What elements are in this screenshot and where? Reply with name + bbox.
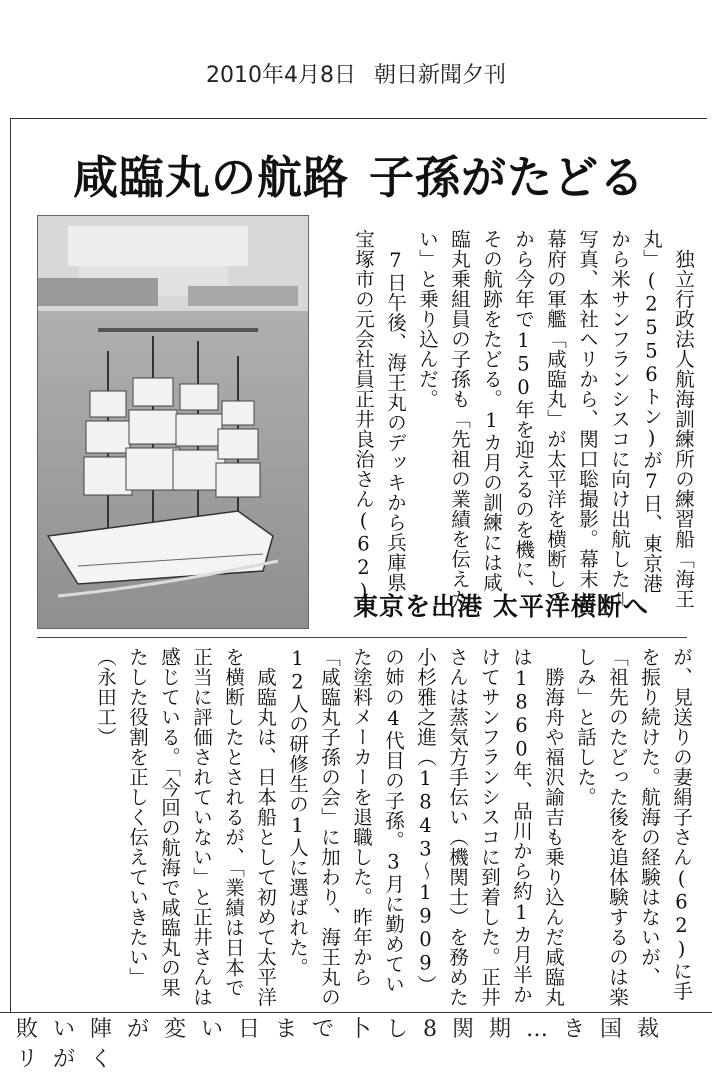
- subheadline: 東京を出港 太平洋横断へ: [353, 592, 649, 621]
- bottom-border: [0, 1012, 712, 1013]
- body-paragraph: 勝海舟や福沢諭吉も乗り込んだ咸臨丸は1860年、品川から約1カ月半かけてサンフランシスコに到着した。正井さんは蒸気方手伝い（機関士）を務めた小杉雅之進（1843〜1909）の姉の4代目の子孫。3月に勤めていた塗料メーカーを退職した。昨年から「咸臨丸子孫の会」に加わり、海王丸の12人の研修生の1人に選ばれた。: [286, 647, 565, 1007]
- headline-part2: 子孫がたどる: [369, 151, 646, 204]
- section-divider: [37, 637, 687, 638]
- next-article-stub: 敗い陣が変い日まで卜し8関期…き国裁リがく: [16, 1017, 674, 1072]
- article-lead-column: [303, 229, 699, 609]
- publication-date: 2010年4月8日: [206, 63, 356, 88]
- newspaper-clipping: [10, 118, 707, 1012]
- newspaper-name: 朝日新聞夕刊: [373, 63, 506, 88]
- sailing-ship-photo: [37, 215, 309, 629]
- lead-paragraph: 7日午後、海王丸のデッキから兵庫県宝塚市の元会社員正井良治さん(62): [352, 229, 407, 603]
- body-paragraph: が、見送りの妻絹子さん(62)に手を振り続けた。航海の経験はないが、「祖先のたどった後を追体験するのは楽しみ」と話した。: [574, 647, 693, 1007]
- headline-part1: 咸臨丸の航路: [72, 151, 349, 204]
- body-paragraph: 咸臨丸は、日本船として初めて太平洋を横断したとされるが、「業績は日本で正当に評価されていない」と正井さんは感じている。「今回の航海で咸臨丸の果たした役割を正しく伝えていきたい」: [126, 647, 277, 1007]
- ship-photo-image: [38, 216, 308, 628]
- lead-paragraph: 独立行政法人航海訓練所の練習船「海王丸」(2556トン)が7日、東京港から米サンフランシスコに向け出航した＝写真、本社ヘリから、関口聡撮影。幕末に幕府の軍艦「咸臨丸」が太平洋を横断してから今年で150年を迎えるのを機に、その航跡をたどる。1カ月の訓練には咸臨丸乗組員の子孫も「先祖の業績を伝えたい」と乗り込んだ。: [416, 229, 695, 609]
- headline: [11, 141, 707, 206]
- dateline: [0, 58, 712, 89]
- article-body-column: [41, 647, 697, 1007]
- reporter-byline: （永田工）: [94, 647, 117, 747]
